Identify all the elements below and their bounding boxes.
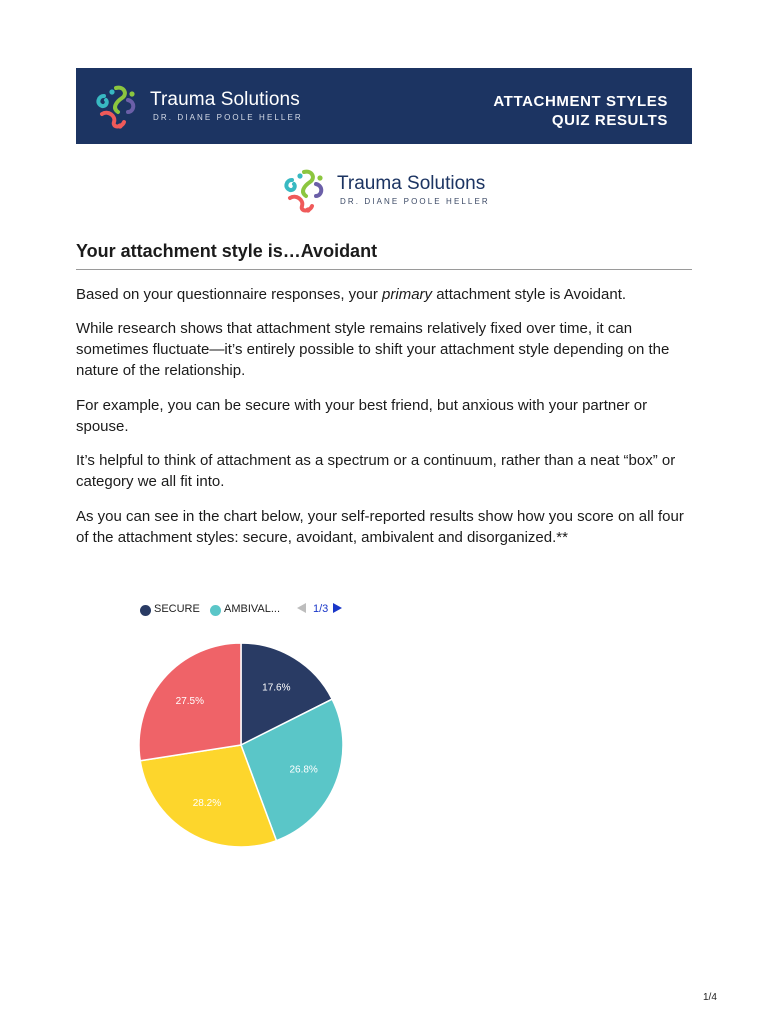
- p1-emphasis: primary: [382, 286, 433, 303]
- pie-slice-label-3: 28.2%: [192, 798, 222, 810]
- report-title-line2: QUIZ RESULTS: [551, 112, 668, 129]
- page-number: 1/4: [703, 992, 717, 1003]
- legend-dot-ambivalent: [210, 605, 221, 616]
- paragraph-spectrum: It’s helpful to think of attachment as a spectrum or a continuum, rather than a neat “box” or category we all fit into.: [76, 452, 676, 490]
- paragraph-example: For example, you can be secure with your best friend, but anxious with your partner or spouse.: [76, 397, 648, 435]
- result-heading: Your attachment style is…Avoidant: [76, 241, 378, 261]
- paragraph-primary-style: [76, 284, 696, 305]
- legend-dot-secure: [140, 605, 151, 616]
- paragraph-chart-intro: As you can see in the chart below, your self-reported results show how you score on all four of the attachment styles: secure, avoidant, ambivalent and disorganized.**: [76, 508, 684, 546]
- pie-slice-label-2: 26.8%: [289, 764, 318, 776]
- legend-label-secure: SECURE: [154, 603, 200, 615]
- legend-page-indicator: 1/3: [313, 603, 329, 615]
- trauma-solutions-logo-icon: [282, 166, 326, 214]
- p1-text-before: Based on your questionnaire responses, your: [76, 286, 383, 303]
- p1-text-after: attachment style is Avoidant.: [432, 286, 627, 303]
- brand-name: Trauma Solutions: [150, 89, 300, 110]
- pie-slice-label-1: 17.6%: [262, 682, 291, 694]
- report-title: [493, 92, 668, 130]
- trauma-solutions-logo-icon: [94, 82, 138, 130]
- header-banner: [76, 68, 692, 144]
- legend-prev-arrow-icon[interactable]: [297, 603, 306, 613]
- brand-subtitle: DR. DIANE POOLE HELLER: [153, 113, 303, 122]
- centered-logo: [278, 160, 496, 220]
- report-title-line1: ATTACHMENT STYLES: [493, 93, 668, 110]
- logo-brand-name: Trauma Solutions: [337, 173, 486, 194]
- legend-label-ambivalent: AMBIVAL...: [224, 603, 281, 615]
- logo-brand-subtitle: DR. DIANE POOLE HELLER: [340, 197, 490, 206]
- paragraph-research: While research shows that attachment style remains relatively fixed over time, it can sometimes fluctuate—it’s entirely possible to shift your attachment style depending on the nature of the relationship.: [76, 320, 670, 379]
- attachment-pie-chart: [130, 640, 354, 850]
- legend-next-arrow-icon[interactable]: [333, 603, 342, 613]
- pie-slice-label-4: 27.5%: [175, 696, 205, 708]
- heading-divider: [76, 269, 692, 270]
